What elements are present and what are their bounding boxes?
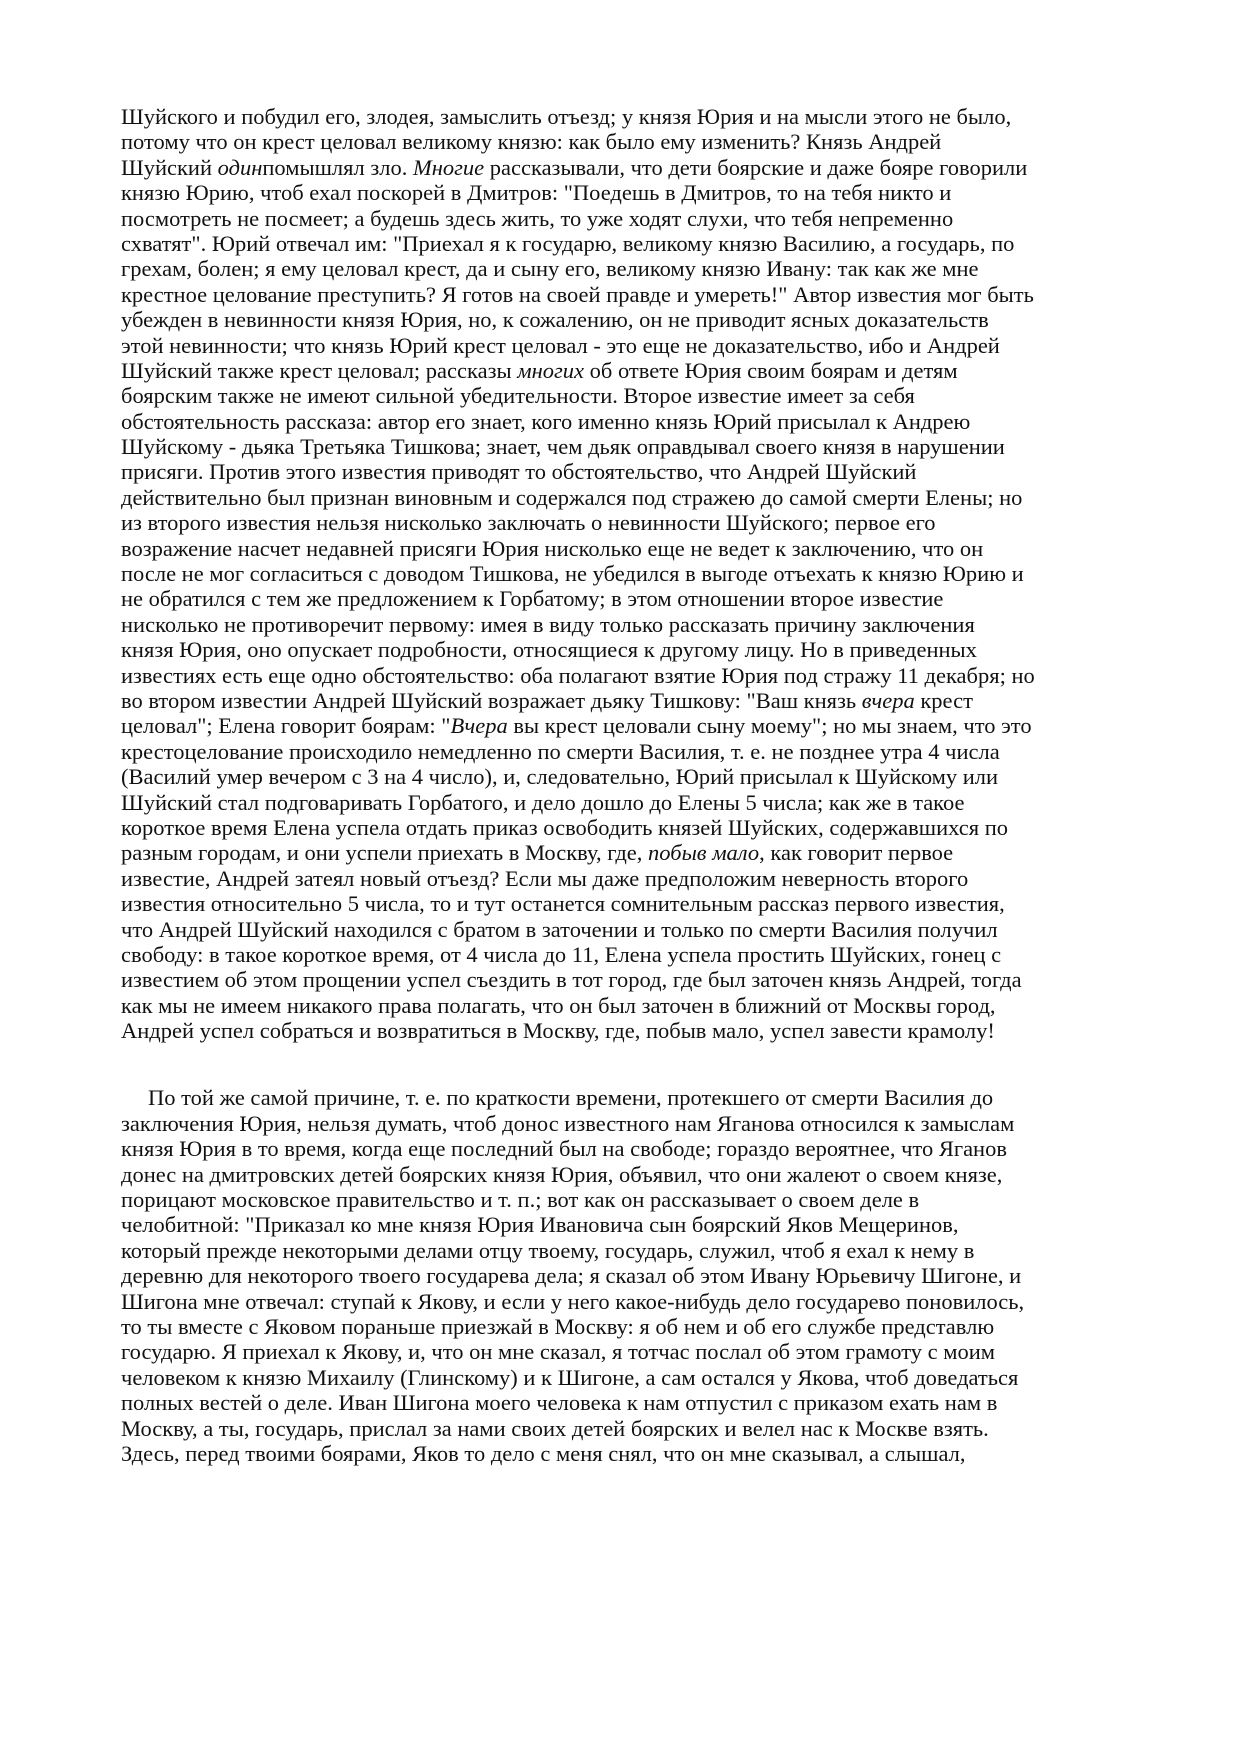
text-segment: человеком к князю Михаилу (Глинскому) и к Шигоне, а сам остался у Якова, чтоб доведаться [121, 1364, 1019, 1390]
text-line [121, 510, 1121, 535]
text-segment: вы крест целовали сыну моему"; но мы знаем, что это [507, 713, 1032, 739]
text-line [121, 1018, 1121, 1043]
text-line [121, 1339, 1121, 1364]
text-segment: Шуйскому - дьяка Третьяка Тишкова; знает, чем дьяк оправдывал своего князя в нарушении [121, 434, 1005, 460]
text-line [121, 815, 1121, 840]
text-line [121, 688, 1121, 713]
text-segment: что Андрей Шуйский находился с братом в заточении и только по смерти Василия получил [121, 916, 998, 942]
text-segment: короткое время Елена успела отдать приказ освободить князей Шуйских, содержавшихся по [121, 814, 1009, 840]
paragraph [121, 1085, 1121, 1466]
text-line [121, 663, 1121, 688]
text-line [121, 891, 1121, 916]
text-segment: Шуйский также крест целовал; рассказы [121, 357, 518, 383]
italic-text: побыв мало [648, 840, 760, 866]
text-segment: Москву, а ты, государь, прислал за нами своих детей боярских и велел нас к Москве взять. [121, 1415, 989, 1441]
text-segment: потому что он крест целовал великому князю: как было ему изменить? Князь Андрей [121, 129, 942, 155]
text-segment: деревню для некоторого твоего государева дела; я сказал об этом Ивану Юрьевичу Шигоне, и [121, 1263, 1022, 1289]
document-page [121, 104, 1121, 1466]
text-segment: Шигона мне отвечал: ступай к Якову, и если у него какое-нибудь дело государево поновилось, [121, 1288, 1025, 1314]
text-line [121, 1365, 1121, 1390]
text-segment: присяги. Против этого известия приводят то обстоятельство, что Андрей Шуйский [121, 459, 917, 485]
text-line [121, 917, 1121, 942]
text-line [121, 1390, 1121, 1415]
text-segment: который прежде некоторыми делами отцу твоему, государь, служил, чтоб я ехал к нему в [121, 1237, 975, 1263]
italic-text: многих [517, 357, 585, 383]
text-segment: донес на дмитровских детей боярских князя Юрия, объявил, что они жалеют о своем князе, [121, 1161, 1003, 1187]
text-segment: князю Юрию, чтоб ехал поскорей в Дмитров: "Поедешь в Дмитров, то на тебя никто и [121, 180, 952, 206]
text-line [121, 1111, 1121, 1136]
text-segment: как мы не имеем никакого права полагать, что он был заточен в ближний от Москвы город, [121, 992, 996, 1018]
text-line [121, 967, 1121, 992]
text-segment: (Василий умер вечером с 3 на 4 число), и, следовательно, Юрий присылал к Шуйскому или [121, 764, 999, 790]
text-line [121, 1441, 1121, 1466]
text-segment: то ты вместе с Яковом пораньше приезжай в Москву: я об нем и об его службе представлю [121, 1313, 995, 1339]
text-line [121, 1289, 1121, 1314]
text-line [121, 307, 1121, 332]
text-segment: целовал"; Елена говорит боярам: " [121, 713, 451, 739]
text-line [121, 739, 1121, 764]
text-segment: схватят". Юрий отвечал им: "Приехал я к государю, великому князю Василию, а государь, по [121, 230, 1015, 256]
text-segment: этой невинности; что князь Юрий крест целовал - это еще не доказательство, ибо и Андрей [121, 332, 1000, 358]
text-line [121, 129, 1121, 154]
text-line [121, 180, 1121, 205]
text-segment: помышлял зло. [262, 154, 413, 180]
text-segment: во втором известии Андрей Шуйский возражает дьяку Тишкову: "Ваш князь [121, 687, 862, 713]
text-segment: крестное целование преступить? Я готов на своей правде и умереть!" Автор известия мог быть [121, 281, 1034, 307]
text-line [121, 1085, 1121, 1110]
text-segment: боярским также не имеют сильной убедительности. Второе известие имеет за себя [121, 383, 915, 409]
text-line [121, 1314, 1121, 1339]
italic-text: Вчера [450, 713, 508, 739]
text-segment: Здесь, перед твоими боярами, Яков то дело с меня снял, что он мне сказывал, а слышал, [121, 1440, 966, 1466]
text-segment: челобитной: "Приказал ко мне князя Юрия Ивановича сын боярский Яков Мещеринов, [121, 1212, 959, 1238]
text-line [121, 942, 1121, 967]
italic-text: один [217, 154, 263, 180]
text-segment: из второго известия нельзя нисколько заключать о невинности Шуйского; первое его [121, 510, 936, 536]
text-line [121, 1212, 1121, 1237]
text-line [121, 790, 1121, 815]
text-line [121, 866, 1121, 891]
text-segment: известием об этом прощении успел съездить в тот город, где был заточен князь Андрей, тогда [121, 967, 1022, 993]
text-segment: князя Юрия, оно опускает подробности, относящиеся к другому лицу. Но в приведенных [121, 637, 977, 663]
text-line [121, 1263, 1121, 1288]
text-segment: , как говорит первое [759, 840, 954, 866]
text-segment: заключения Юрия, нельзя думать, чтоб донос известного нам Яганова относился к замыслам [121, 1110, 1015, 1136]
text-segment: крестоцелование происходило немедленно по смерти Василия, т. е. не позднее утра 4 числа [121, 738, 1000, 764]
text-segment: полных вестей о деле. Иван Шигона моего человека к нам отпустил с приказом ехать нам в [121, 1390, 998, 1416]
text-line [121, 1416, 1121, 1441]
text-line [121, 1162, 1121, 1187]
text-line [121, 1136, 1121, 1161]
text-segment: разным городам, и они успели приехать в Москву, где, [121, 840, 649, 866]
text-segment: свободу: в такое короткое время, от 4 числа до 11, Елена успела простить Шуйских, гонец с [121, 941, 1002, 967]
text-segment: Андрей успел собраться и возвратиться в Москву, где, побыв мало, успел завести крамолу! [121, 1018, 995, 1044]
text-segment: государю. Я приехал к Якову, и, что он мне сказал, я тотчас послал об этом грамоту с моим [121, 1339, 995, 1365]
text-segment: известия относительно 5 числа, то и тут останется сомнительным рассказ первого известия, [121, 891, 1005, 917]
text-segment: возражение насчет недавней присяги Юрия нисколько еще не ведет к заключению, что он [121, 535, 984, 561]
text-segment: известиях есть еще одно обстоятельство: оба полагают взятие Юрия под стражу 11 декабря; но [121, 662, 1035, 688]
text-segment: после не мог согласиться с доводом Тишкова, не убедился в выгоде отъехать к князю Юрию и [121, 561, 1024, 587]
text-segment: По той же самой причине, т. е. по краткости времени, протекшего от смерти Василия до [148, 1085, 994, 1111]
text-line [121, 1238, 1121, 1263]
text-line [121, 155, 1121, 180]
text-line [121, 383, 1121, 408]
italic-text: вчера [861, 687, 915, 713]
text-line [121, 561, 1121, 586]
text-line [121, 333, 1121, 358]
text-segment: Шуйского и побудил его, злодея, замыслить отъезд; у князя Юрия и на мысли этого не было, [121, 104, 1012, 129]
text-line [121, 485, 1121, 510]
text-line [121, 256, 1121, 281]
text-segment: известие, Андрей затеял новый отъезд? Если мы даже предположим неверность второго [121, 865, 969, 891]
text-line [121, 206, 1121, 231]
text-segment: крест [914, 687, 973, 713]
text-segment: действительно был признан виновным и содержался под стражею до самой смерти Елены; но [121, 484, 1023, 510]
text-line [121, 536, 1121, 561]
text-line [121, 409, 1121, 434]
text-segment: нисколько не противоречит первому: имея в виду только рассказать причину заключения [121, 611, 975, 637]
text-segment: рассказывали, что дети боярские и даже бояре говорили [484, 154, 1028, 180]
text-segment: об ответе Юрия своим боярам и детям [584, 357, 958, 383]
text-segment: Шуйский стал подговаривать Горбатого, и дело дошло до Елены 5 числа; как же в такое [121, 789, 965, 815]
text-line [121, 1187, 1121, 1212]
italic-text: Многие [412, 154, 485, 180]
text-line [121, 104, 1121, 129]
paragraph [121, 104, 1121, 1043]
text-line [121, 612, 1121, 637]
text-line [121, 231, 1121, 256]
text-line [121, 434, 1121, 459]
text-line [121, 713, 1121, 738]
text-line [121, 358, 1121, 383]
text-segment: Шуйский [121, 154, 218, 180]
text-line [121, 840, 1121, 865]
text-segment: порицают московское правительство и т. п.; вот как он рассказывает о своем деле в [121, 1187, 920, 1213]
text-line [121, 764, 1121, 789]
text-line [121, 993, 1121, 1018]
text-segment: посмотреть не посмеет; а будешь здесь жить, то уже ходят слухи, что тебя непременно [121, 205, 954, 231]
text-segment: обстоятельность рассказа: автор его знает, кого именно князь Юрий присылал к Андрею [121, 408, 971, 434]
text-segment: грехам, болен; я ему целовал крест, да и сыну его, великому князю Ивану: так как же мне [121, 256, 979, 282]
text-line [121, 459, 1121, 484]
text-segment: не обратился с тем же предложением к Горбатому; в этом отношении второе известие [121, 586, 944, 612]
text-line [121, 586, 1121, 611]
text-segment: убежден в невинности князя Юрия, но, к сожалению, он не приводит ясных доказательств [121, 307, 989, 333]
text-segment: князя Юрия в то время, когда еще последний был на свободе; гораздо вероятнее, что Яганов [121, 1136, 1007, 1162]
text-line [121, 282, 1121, 307]
text-line [121, 637, 1121, 662]
